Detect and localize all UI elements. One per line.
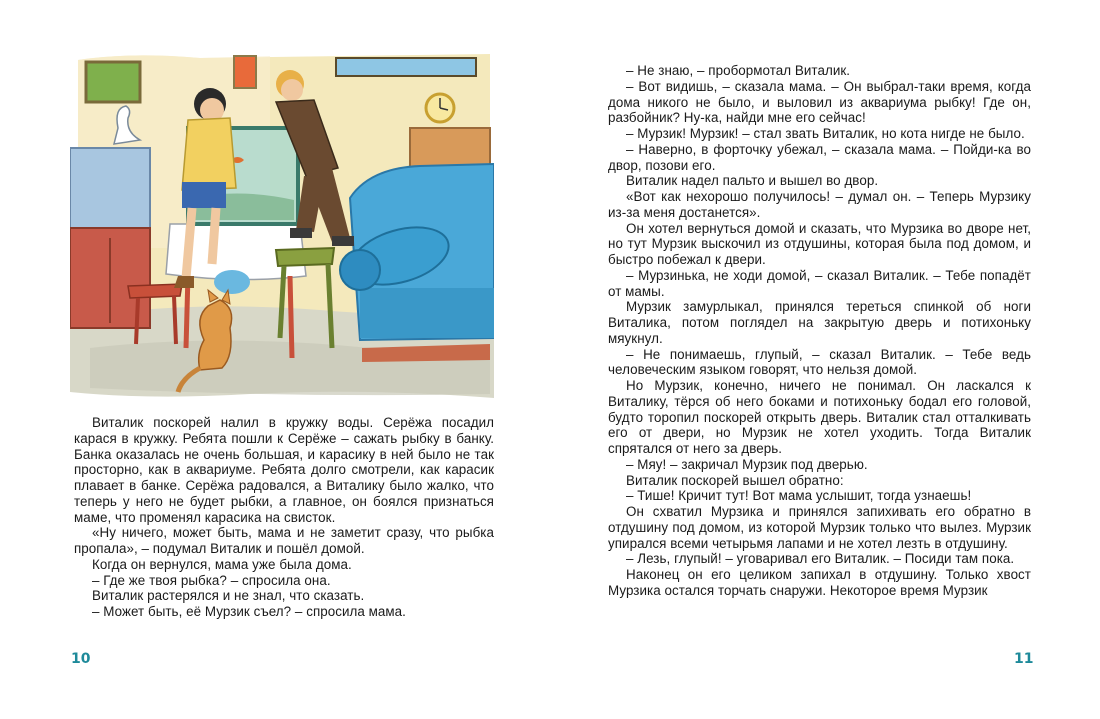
paragraph: Наконец он его целиком запихал в отдушину. Только хвост Мурзика остался торчать снаружи. Некоторое время Мурзик [608,567,1031,598]
paragraph: – Может быть, её Мурзик съел? – спросила мама. [92,604,406,619]
paragraph: Он схватил Мурзика и принялся запихивать его обратно в отдушину под домом, из которой Мурзик только что вылез. Мурзик упирался всеми четырьмя лапами и не хотел лезть в отдушину. [608,504,1031,551]
paragraph: – Тише! Кричит тут! Вот мама услышит, тогда узнаешь! [626,488,972,504]
left-page-text [74,415,494,620]
paragraph: – Где же твоя рыбка? – спросила она. [92,572,331,588]
paragraph: – Не знаю, – пробормотал Виталик. [626,63,851,78]
paragraph: – Мурзик! Мурзик! – стал звать Виталик, но кота нигде не было. [626,126,1025,141]
paragraph: – Наверно, в форточку убежал, – сказала мама. – Пойди-ка во двор, позови его. [608,141,1031,173]
boys-aquarium-cat-illustration [70,48,494,398]
illustration [70,48,494,398]
paragraph: Когда он вернулся, мама уже была дома. [92,556,352,572]
paragraph: Мурзик замурлыкал, принялся тереться спинкой об ноги Виталика, потом поглядел на закрытую дверь и потихоньку мяукнул. [608,299,1031,346]
paragraph: – Вот видишь, – сказала мама. – Он выбрал-таки время, когда дома никого не было, и выловил из аквариума рыбку! Где он, разбойник? Ну-ка, найди мне его сейчас! [608,78,1031,126]
cat [199,300,232,370]
page-number-right: 11 [1014,651,1034,667]
paragraph: Виталик поскорей вышел обратно: [626,472,844,488]
right-page-text [608,63,1031,599]
page-number-left: 10 [71,651,91,667]
paragraph: Он хотел вернуться домой и сказать, что Мурзика во дворе нет, но тут Мурзик выскочил из отдушины, которая была под домом, и быстро побежал к двери. [608,220,1031,267]
wall-picture [86,62,140,102]
paragraph: Виталик надел пальто и вышел во двор. [626,173,879,189]
paragraph: – Мурзинька, не ходи домой, – сказал Виталик. – Тебе попадёт от мамы. [608,267,1031,299]
paragraph: – Лезь, глупый! – уговаривал его Виталик. – Посиди там пока. [626,551,1015,567]
paragraph: Виталик растерялся и не знал, что сказать. [92,588,365,604]
paragraph: «Ну ничего, может быть, мама и не заметит сразу, что рыбка пропала», – подумал Виталик и пошёл домой. [74,525,494,556]
paragraph: – Не понимаешь, глупый, – сказал Виталик. – Тебе ведь человеческим языком говорят, что нельзя домой. [608,346,1031,378]
paragraph: «Вот как нехорошо получилось! – думал он. – Теперь Мурзику из-за меня достанется». [608,189,1031,220]
paragraph: Виталик поскорей налил в кружку воды. Серёжа посадил карася в кружку. Ребята пошли к Серёже – сажать рыбку в банку. Банка оказалась не очень большая, и карасику в ней было не так просторно, как в аквариуме. Ребята долго смотрели, как карасик плавает в банке. Серёжа радовался, а Виталику было жалко, что теперь у него не будет рыбки, а главное, он боялся признаться маме, что променял карасика на свисток. [74,415,494,525]
paragraph: – Мяу! – закричал Мурзик под дверью. [626,456,868,472]
paragraph: Но Мурзик, конечно, ничего не понимал. Он ласкался к Виталику, тёрся об него боками и потихоньку бодал его головой, будто торопил поскорей открыть дверь. Виталик стал отталкивать его от двери, но Мурзик не хотел уходить. Тогда Виталик спрятался от него за дверь. [608,378,1031,456]
